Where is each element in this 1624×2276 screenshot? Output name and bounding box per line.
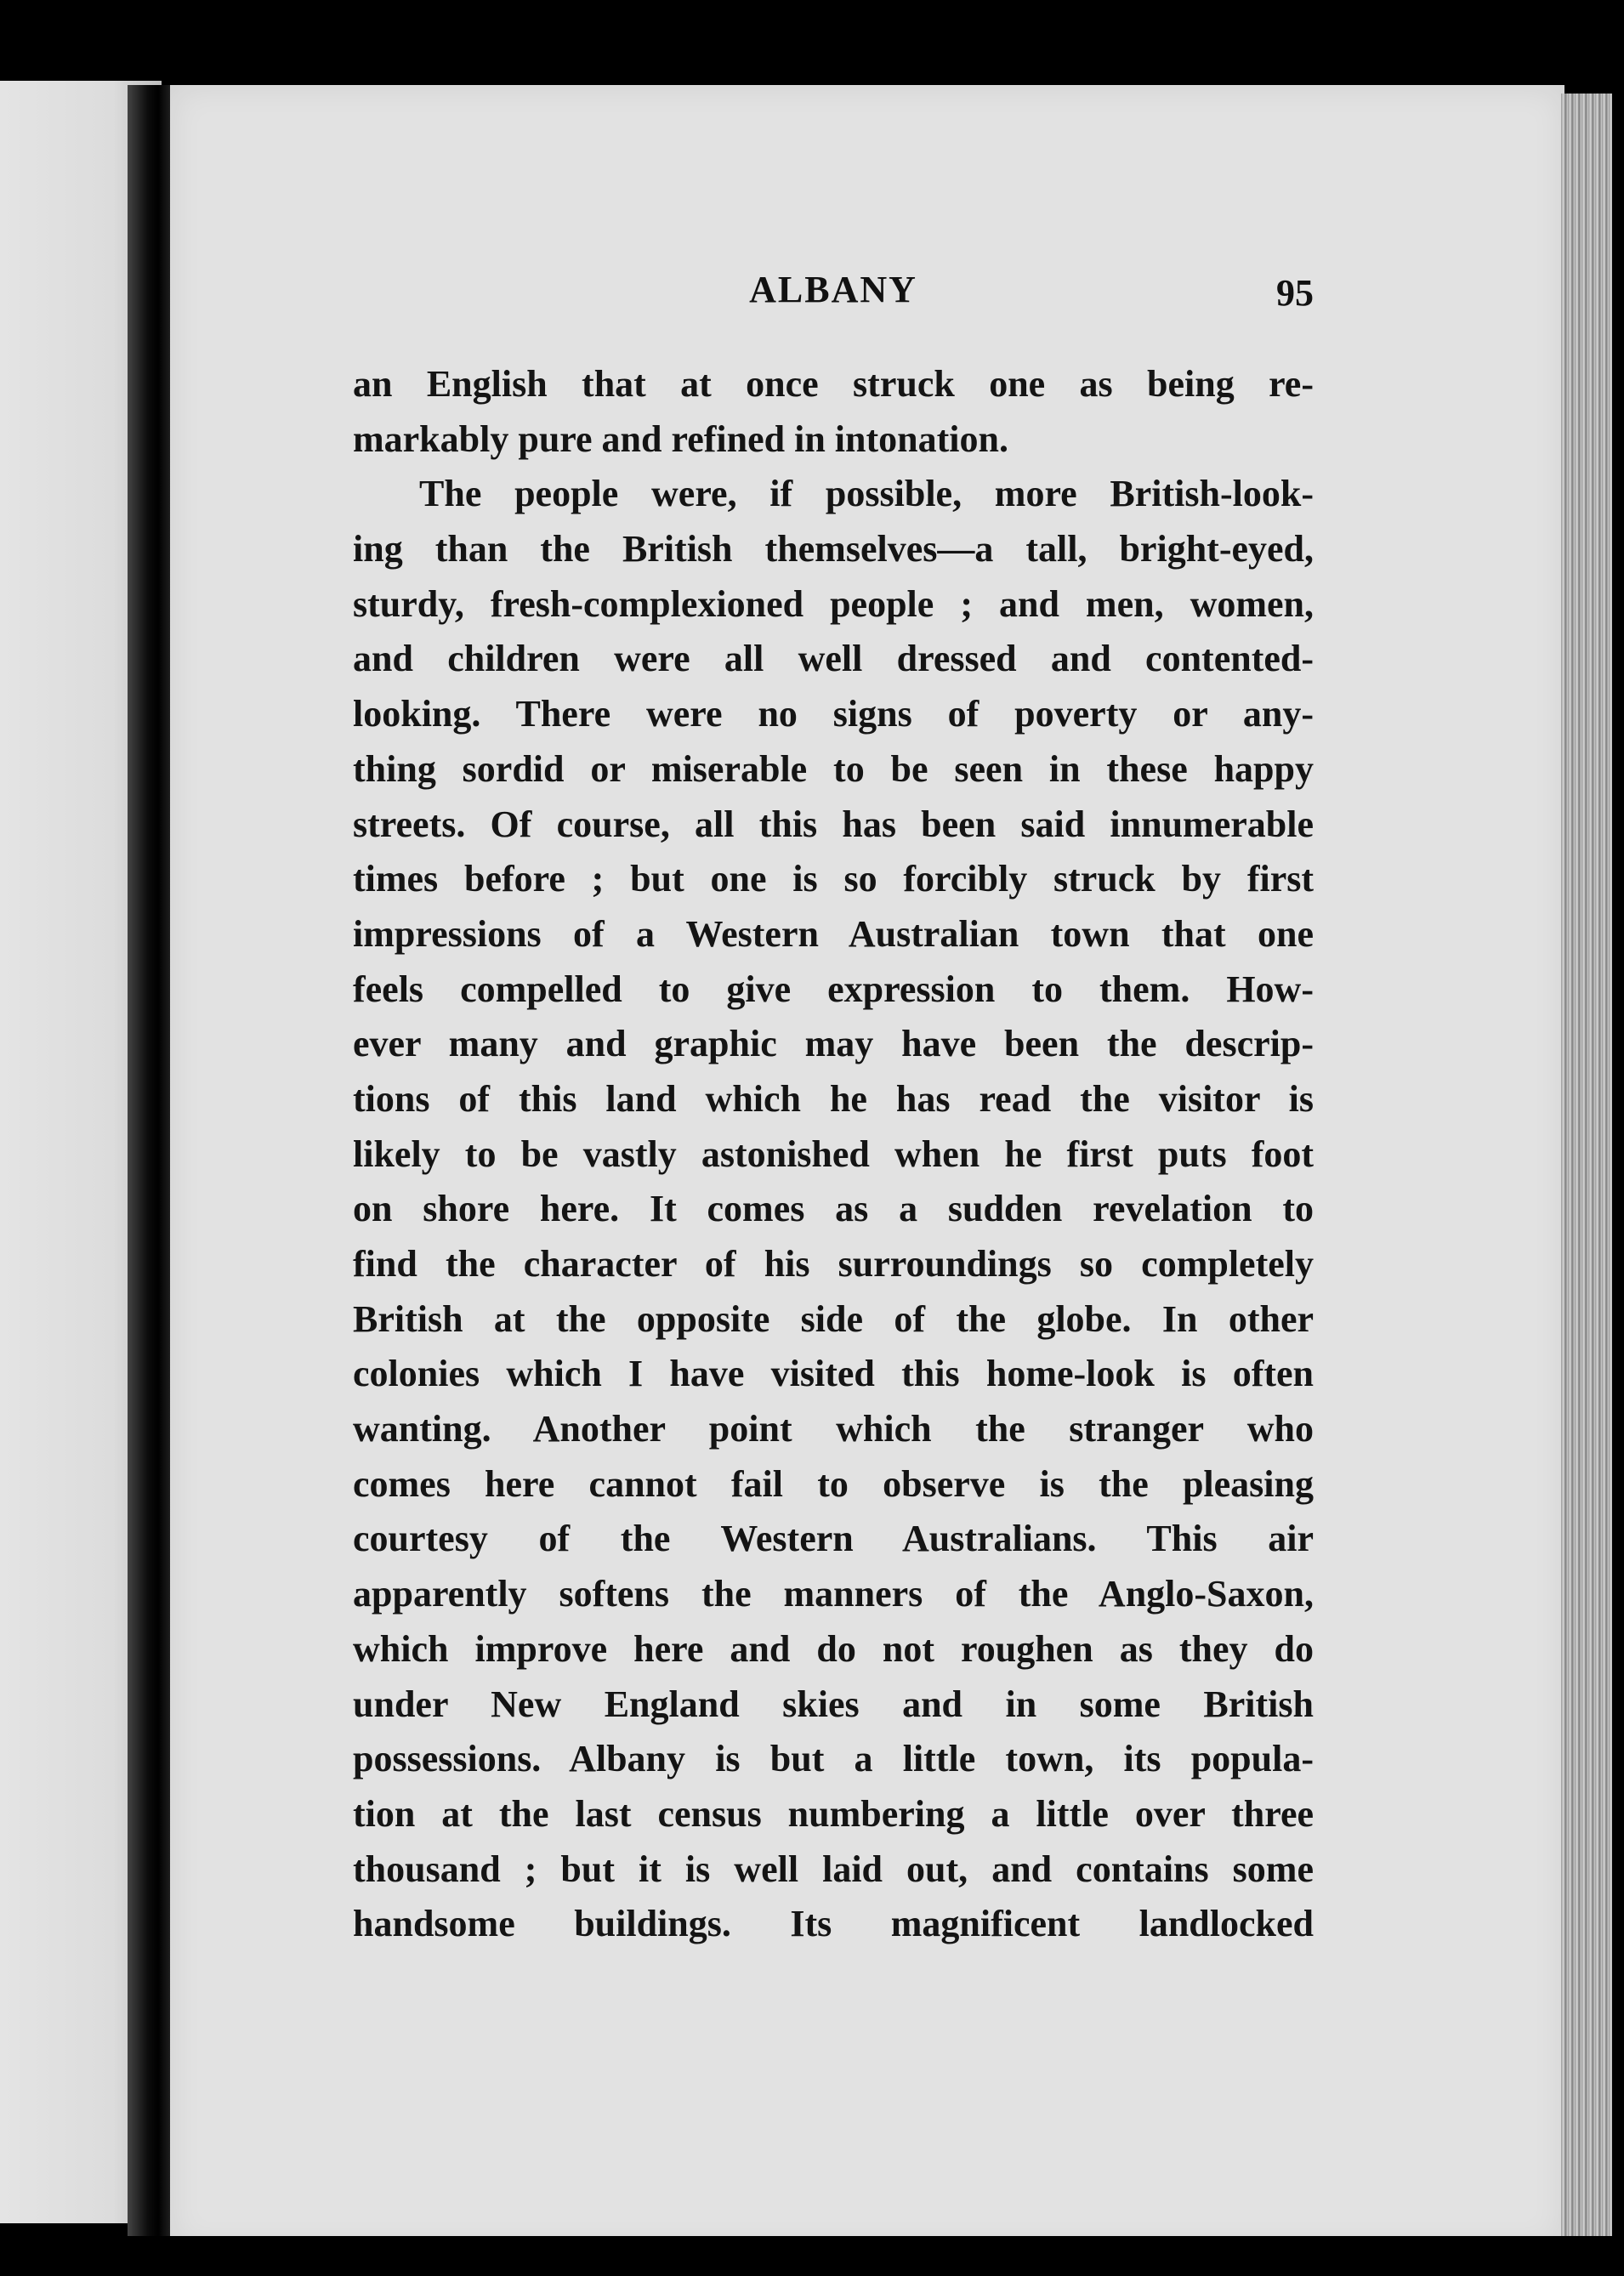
text-line: possessions. Albany is but a little town, its popula-: [353, 1738, 1314, 1780]
text-line: wanting. Another point which the stranger who: [353, 1408, 1314, 1450]
page-header: [353, 268, 1314, 327]
text-line: likely to be vastly astonished when he first puts foot: [353, 1132, 1314, 1175]
text-line: and children were all well dressed and contented-: [353, 638, 1314, 680]
text-line: handsome buildings. Its magnificent landlocked: [353, 1903, 1314, 1945]
text-line: apparently softens the manners of the Anglo-Saxon,: [353, 1573, 1314, 1615]
text-line: find the character of his surroundings so completely: [353, 1243, 1314, 1285]
page-number: 95: [1276, 272, 1314, 314]
text-line: streets. Of course, all this has been said innumerable: [353, 803, 1314, 845]
text-line: thing sordid or miserable to be seen in these happy: [353, 747, 1314, 790]
running-title: ALBANY: [749, 269, 917, 310]
text-line: colonies which I have visited this home-look is often: [353, 1353, 1314, 1395]
text-line: comes here cannot fail to observe is the pleasing: [353, 1462, 1314, 1505]
text-line: British at the opposite side of the globe. In other: [353, 1297, 1314, 1340]
text-line: times before ; but one is so forcibly struck by first: [353, 858, 1314, 900]
text-line: on shore here. It comes as a sudden revelation to: [353, 1188, 1314, 1230]
text-line: The people were, if possible, more British-look-: [419, 473, 1314, 515]
text-line: ing than the British themselves—a tall, bright-eyed,: [353, 528, 1314, 570]
body-text: [353, 357, 1314, 1952]
text-line: under New England skies and in some British: [353, 1683, 1314, 1725]
text-line: feels compelled to give expression to them. How-: [353, 968, 1314, 1010]
text-line: tion at the last census numbering a little over three: [353, 1792, 1314, 1835]
text-line: looking. There were no signs of poverty or any-: [353, 693, 1314, 735]
text-line: tions of this land which he has read the visitor is: [353, 1077, 1314, 1120]
text-line: an English that at once struck one as being re-: [353, 363, 1314, 405]
text-line: ever many and graphic may have been the descrip-: [353, 1023, 1314, 1065]
stacked-page-edges: [1561, 94, 1612, 2245]
text-line: which improve here and do not roughen as they do: [353, 1627, 1314, 1670]
text-line: markably pure and refined in intonation.: [353, 417, 1008, 460]
text-line: impressions of a Western Australian town that one: [353, 912, 1314, 955]
text-line: thousand ; but it is well laid out, and contains some: [353, 1847, 1314, 1890]
text-line: sturdy, fresh-complexioned people ; and men, women,: [353, 582, 1314, 625]
text-line: courtesy of the Western Australians. This air: [353, 1518, 1314, 1560]
bottom-shadow: [0, 2236, 1624, 2276]
